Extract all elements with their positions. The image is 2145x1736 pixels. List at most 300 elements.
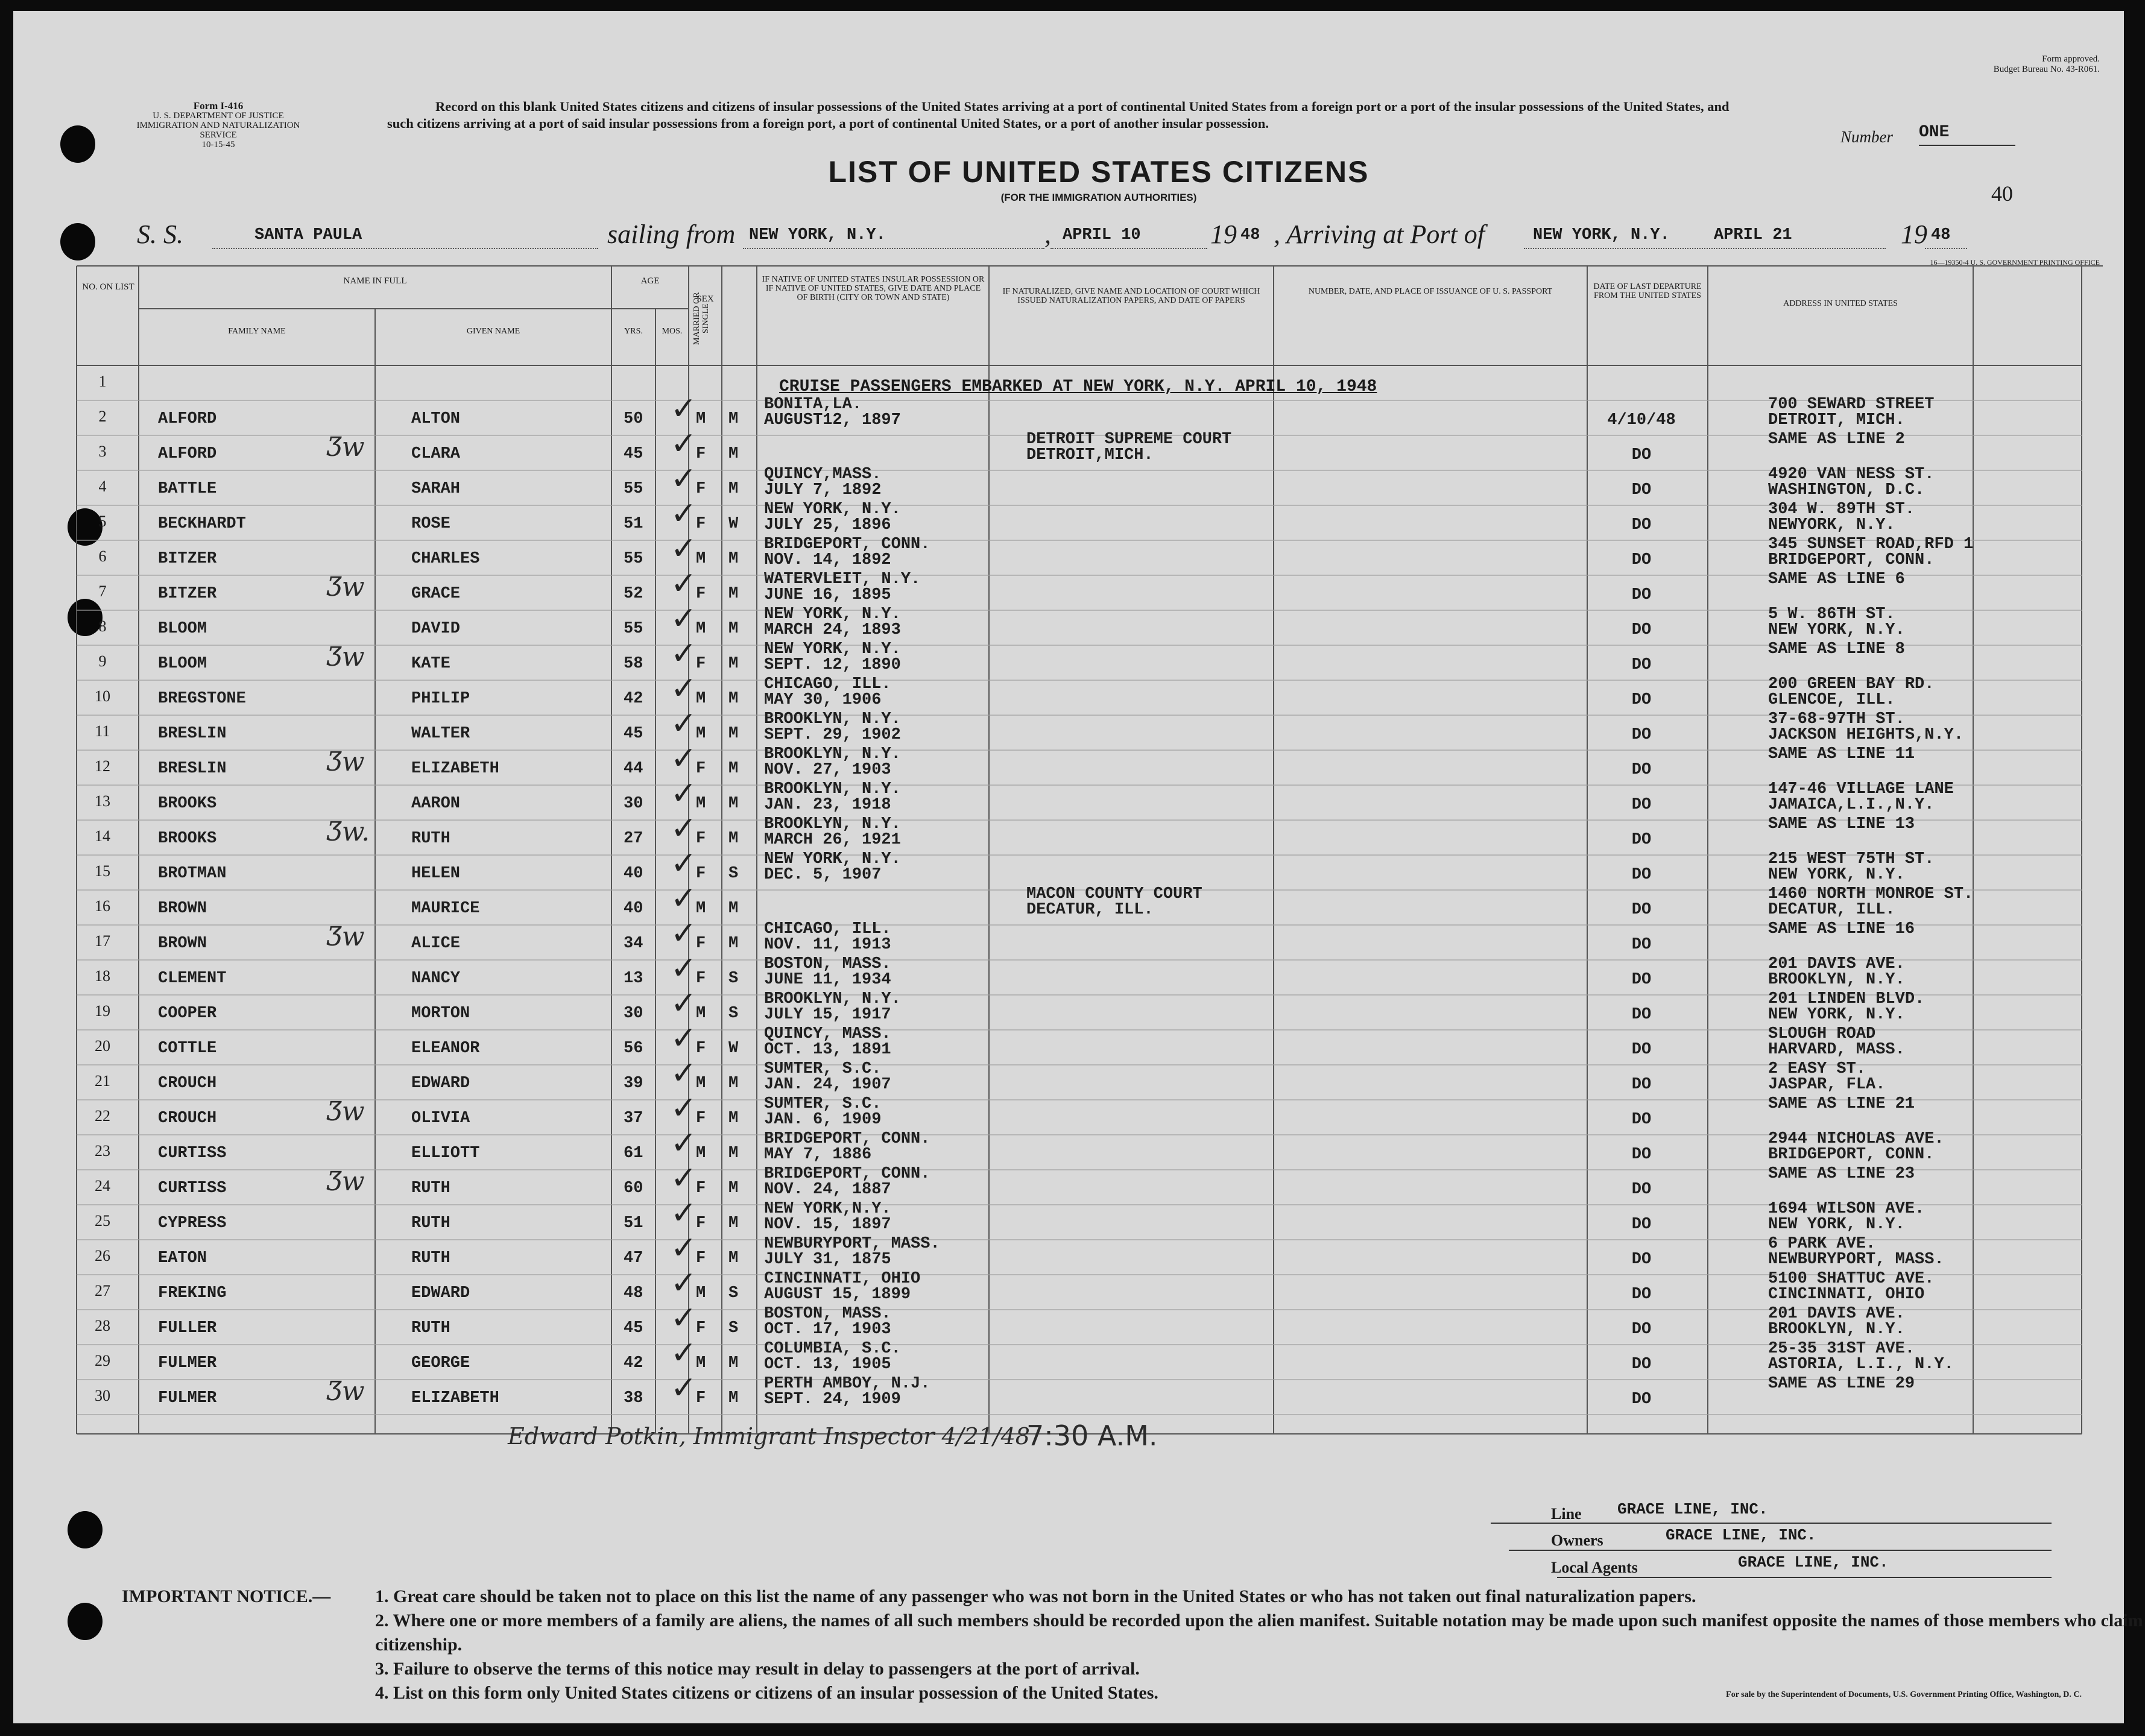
birth-date: SEPT. 24, 1909 [764,1390,901,1409]
sex: F [696,1179,706,1198]
sex: F [696,515,706,533]
birth-place: CHICAGO, ILL. [764,675,891,693]
birth-date: JUNE 11, 1934 [764,971,891,989]
family-name: BROTMAN [158,865,227,883]
last-departure: DO [1631,656,1652,674]
sex: F [696,935,706,953]
age-years: 40 [624,900,643,918]
family-name: BROOKS [158,830,217,848]
family-name: BRESLIN [158,725,227,743]
birth-place: BROOKLYN, N.Y. [764,815,901,833]
family-name: CURTISS [158,1144,227,1163]
address-line-1: 147-46 VILLAGE LANE [1768,780,1954,798]
age-years: 61 [624,1144,643,1163]
birth-place: BOSTON, MASS. [764,955,891,973]
marital-status: W [728,1040,739,1058]
birth-date: DEC. 5, 1907 [764,866,882,884]
address-line-2: BROOKLYN, N.Y. [1768,1321,1905,1339]
given-name: CLARA [411,445,461,463]
age-years: 60 [624,1179,643,1198]
sex: M [696,690,706,708]
address-line-2: JAMAICA,L.I.,N.Y. [1768,796,1935,814]
row-number: 21 [95,1072,110,1090]
age-years: 55 [624,620,643,638]
last-departure: DO [1631,1041,1652,1059]
given-name: RUTH [411,1214,450,1233]
birth-date: OCT. 13, 1905 [764,1356,891,1374]
owners-label: Owners [1551,1532,1603,1549]
last-departure: DO [1631,971,1652,989]
given-name: EDWARD [411,1284,470,1302]
marital-status: S [728,1005,739,1023]
check-mark: ✓ [671,1300,697,1336]
check-mark: ✓ [671,1125,697,1161]
line-value: GRACE LINE, INC. [1617,1500,1768,1518]
annotation-mark: Ʒw [327,432,365,462]
last-departure: DO [1631,1076,1652,1094]
header-passport: NUMBER, DATE, AND PLACE OF ISSUANCE OF U. S. PASSPORT [1308,287,1553,296]
given-name: OLIVIA [411,1109,470,1128]
row-number: 24 [95,1177,110,1195]
marital-status: M [728,480,739,498]
age-years: 38 [624,1389,643,1407]
marital-status: M [728,725,739,743]
family-name: BLOOM [158,655,207,673]
check-mark: ✓ [671,740,697,777]
sex: M [696,1354,706,1372]
address-line-1: SAME AS LINE 23 [1768,1165,1915,1183]
last-departure: 4/10/48 [1607,411,1676,429]
check-mark: ✓ [671,985,697,1021]
address-line-2: HARVARD, MASS. [1768,1041,1905,1059]
last-departure: DO [1631,1286,1652,1304]
annotation-mark: Ʒw [327,1376,365,1407]
birth-place: BROOKLYN, N.Y. [764,745,901,763]
annotation-mark: Ʒw [327,746,365,777]
age-years: 48 [624,1284,643,1302]
sex: F [696,1109,706,1128]
family-name: FULLER [158,1319,217,1337]
check-mark: ✓ [671,1265,697,1301]
address-line-1: 304 W. 89TH ST. [1768,500,1915,519]
birth-date: JULY 7, 1892 [764,481,882,499]
age-years: 55 [624,550,643,568]
family-name: CURTISS [158,1179,227,1198]
row-number: 17 [95,932,110,950]
check-mark: ✓ [671,1230,697,1266]
last-departure: DO [1631,726,1652,744]
number-value: ONE [1919,123,1950,142]
address-line-2: BRIDGEPORT, CONN. [1768,1146,1935,1164]
family-name: COTTLE [158,1040,217,1058]
address-line-1: 4920 VAN NESS ST. [1768,466,1935,484]
sex: F [696,830,706,848]
annotation-mark: Ʒw [327,1096,365,1127]
marital-status: M [728,1214,739,1233]
family-name: BROWN [158,935,207,953]
birth-place: BROOKLYN, N.Y. [764,710,901,728]
address-line-1: 2944 NICHOLAS AVE. [1768,1130,1944,1148]
header-no: NO. ON LIST [82,282,134,292]
row-number: 25 [95,1212,110,1229]
sex: F [696,1389,706,1407]
family-name: BLOOM [158,620,207,638]
row-number: 11 [95,722,110,740]
last-departure: DO [1631,1216,1652,1234]
sex: M [696,410,706,428]
marital-status: M [728,1109,739,1128]
sex: F [696,865,706,883]
naturalization-location: DETROIT,MICH. [1026,446,1154,464]
age-years: 50 [624,410,643,428]
family-name: CYPRESS [158,1214,227,1233]
birth-date: MARCH 24, 1893 [764,621,901,639]
check-mark: ✓ [671,1090,697,1126]
marital-status: S [728,970,739,988]
birth-date: SEPT. 29, 1902 [764,726,901,744]
row-number: 7 [98,582,107,600]
row-number: 13 [95,792,110,810]
marital-status: M [728,1075,739,1093]
number-label: Number [1840,128,1893,146]
birth-date: JAN. 24, 1907 [764,1076,891,1094]
check-mark: ✓ [671,1055,697,1091]
row-number: 9 [98,652,107,670]
depart-year-prefix: 19 [1210,219,1237,249]
family-name: EATON [158,1249,207,1267]
birth-place: QUINCY, MASS. [764,1025,891,1043]
header-last-departure: DATE OF LAST DEPARTURE FROM THE UNITED STATES [1593,282,1702,300]
birth-place: NEW YORK,N.Y. [764,1200,891,1218]
given-name: RUTH [411,1179,450,1198]
family-name: BRESLIN [158,760,227,778]
notice-item: 2. Where one or more members of a family are aliens, the names of all such members should be recorded upon the alien manifest. Suitable notation may be made upon such manifest opposite the names of those members who claim citizenship. [375,1611,2143,1655]
age-years: 55 [624,480,643,498]
page-subtitle: (FOR THE IMMIGRATION AUTHORITIES) [1000,192,1197,203]
check-mark: ✓ [671,566,697,602]
address-line-2: CINCINNATI, OHIO [1768,1286,1925,1304]
family-name: BATTLE [158,480,217,498]
owners-value: GRACE LINE, INC. [1666,1526,1816,1544]
agents-value: GRACE LINE, INC. [1738,1553,1889,1571]
family-name: CLEMENT [158,970,227,988]
last-departure: DO [1631,1111,1652,1129]
given-name: WALTER [411,725,470,743]
sex: M [696,620,706,638]
check-mark: ✓ [671,775,697,812]
ship-name: SANTA PAULA [254,226,362,244]
header-family-name: FAMILY NAME [228,327,286,336]
sex: M [696,1075,706,1093]
given-name: ALTON [411,410,461,428]
check-mark: ✓ [671,671,697,707]
last-departure: DO [1631,1146,1652,1164]
row-number: 4 [98,478,107,495]
birth-date: NOV. 27, 1903 [764,761,891,779]
check-mark: ✓ [671,601,697,637]
age-years: 56 [624,1040,643,1058]
birth-date: JULY 15, 1917 [764,1006,891,1024]
birth-place: BOSTON, MASS. [764,1305,891,1323]
family-name: BECKHARDT [158,515,246,533]
arrive-year-prefix: 19 [1901,219,1927,249]
sex: F [696,445,706,463]
given-name: KATE [411,655,450,673]
ship-line: S. S. SANTA PAULA sailing from NEW YORK, N.Y. , APRIL 10 19 48 , Arriving at Port of NEW YORK, N.Y. APRIL 21 19 48 [13,219,2124,255]
birth-date: MAY 30, 1906 [764,691,882,709]
given-name: RUTH [411,1319,450,1337]
sex: F [696,970,706,988]
sex: F [696,480,706,498]
age-years: 37 [624,1109,643,1128]
last-departure: DO [1631,1390,1652,1409]
marital-status: S [728,865,739,883]
last-departure: DO [1631,621,1652,639]
notice-item: 4. List on this form only United States citizens or citizens of an insular possession of the United States. [375,1683,1158,1703]
sex: F [696,1214,706,1233]
address-line-2: NEW YORK, N.Y. [1768,621,1905,639]
marital-status: M [728,550,739,568]
arriving-label: , Arriving at Port of [1274,219,1485,249]
header-birth: IF NATIVE OF UNITED STATES INSULAR POSSESSION OR IF NATIVE OF UNITED STATES, GIVE DATE AND PLACE OF BIRTH (CITY OR TOWN AND STATE) [762,275,985,302]
birth-date: MAY 7, 1886 [764,1146,872,1164]
last-departure: DO [1631,1356,1652,1374]
manifest-sheet [13,11,2143,1723]
address-line-2: JASPAR, FLA. [1768,1076,1886,1094]
last-departure: DO [1631,586,1652,604]
check-mark: ✓ [671,531,697,567]
given-name: ROSE [411,515,450,533]
signature-time: 7:30 A.M. [1026,1419,1158,1452]
birth-place: CINCINNATI, OHIO [764,1270,921,1288]
last-departure: DO [1631,1181,1652,1199]
birth-date: AUGUST 15, 1899 [764,1286,911,1304]
given-name: MORTON [411,1005,470,1023]
family-name: BROWN [158,900,207,918]
marital-status: W [728,515,739,533]
check-mark: ✓ [671,810,697,847]
approved-text: Form approved. [2042,54,2100,64]
family-name: FULMER [158,1354,217,1372]
last-departure: DO [1631,831,1652,849]
birth-place: SUMTER, S.C. [764,1060,882,1078]
naturalization-court: DETROIT SUPREME COURT [1026,431,1232,449]
check-mark: ✓ [671,1160,697,1196]
row-number: 1 [98,373,107,390]
form-number: Form I-416 [193,100,244,112]
given-name: ELLIOTT [411,1144,480,1163]
row-number: 27 [95,1282,110,1299]
depart-year: 48 [1240,226,1260,244]
address-line-1: SAME AS LINE 13 [1768,815,1915,833]
check-mark: ✓ [671,1195,697,1231]
age-years: 45 [624,445,643,463]
address-line-1: 1460 NORTH MONROE ST. [1768,885,1974,903]
check-mark: ✓ [671,1335,697,1371]
annotation-mark: Ʒw. [327,816,370,847]
last-departure: DO [1631,1321,1652,1339]
sex: F [696,655,706,673]
family-name: CROUCH [158,1109,217,1128]
last-departure: DO [1631,1006,1652,1024]
row-number: 2 [98,408,107,425]
row-number: 6 [98,548,107,565]
from-port: NEW YORK, N.Y. [749,226,886,244]
header-name-in-full: NAME IN FULL [343,276,407,286]
given-name: ELIZABETH [411,760,499,778]
annotation-mark: Ʒw [327,1166,365,1197]
sex: F [696,1249,706,1267]
marital-status: M [728,445,739,463]
sex: M [696,1144,706,1163]
header-mos: MOS. [662,327,683,336]
birth-date: OCT. 17, 1903 [764,1321,891,1339]
birth-date: MARCH 26, 1921 [764,831,901,849]
address-line-1: 2 EASY ST. [1768,1060,1866,1078]
row-number: 22 [95,1107,110,1125]
line-label: Line [1551,1505,1582,1523]
address-line-1: 6 PARK AVE. [1768,1235,1876,1253]
address-line-1: SAME AS LINE 11 [1768,745,1915,763]
marital-status: M [728,1179,739,1198]
marital-status: M [728,655,739,673]
row-number: 12 [95,757,110,775]
age-years: 44 [624,760,643,778]
check-mark: ✓ [671,950,697,986]
check-mark: ✓ [671,391,697,427]
birth-place: BRIDGEPORT, CONN. [764,1165,930,1183]
check-mark: ✓ [671,636,697,672]
sex: F [696,1040,706,1058]
birth-date: SEPT. 12, 1890 [764,656,901,674]
birth-place: QUINCY,MASS. [764,466,882,484]
last-departure: DO [1631,866,1652,884]
birth-date: AUGUST12, 1897 [764,411,901,429]
birth-place: CHICAGO, ILL. [764,920,891,938]
sex: M [696,1284,706,1302]
age-years: 13 [624,970,643,988]
birth-place: WATERVLEIT, N.Y. [764,570,921,589]
sex: F [696,1319,706,1337]
marital-status: M [728,620,739,638]
given-name: EDWARD [411,1075,470,1093]
last-departure: DO [1631,551,1652,569]
given-name: ALICE [411,935,461,953]
row-number: 19 [95,1002,110,1020]
birth-date: NOV. 15, 1897 [764,1216,891,1234]
birth-place: NEW YORK, N.Y. [764,605,901,623]
last-departure: DO [1631,516,1652,534]
address-line-1: 200 GREEN BAY RD. [1768,675,1935,693]
row-number: 23 [95,1142,110,1160]
birth-place: PERTH AMBOY, N.J. [764,1375,930,1393]
marital-status: M [728,1144,739,1163]
marital-status: M [728,410,739,428]
birth-place: COLUMBIA, S.C. [764,1340,901,1358]
family-name: ALFORD [158,445,217,463]
last-departure: DO [1631,446,1652,464]
sailing-label: sailing from [607,219,736,249]
check-mark: ✓ [671,845,697,882]
family-name: FULMER [158,1389,217,1407]
marital-status: M [728,690,739,708]
age-years: 40 [624,865,643,883]
address-line-1: 201 DAVIS AVE. [1768,955,1905,973]
family-name: CROUCH [158,1075,217,1093]
inspector-signature: Edward Potkin, Immigrant Inspector 4/21/48 [508,1423,1030,1450]
row-number: 26 [95,1247,110,1264]
row-number: 16 [95,897,110,915]
age-years: 42 [624,1354,643,1372]
marital-status: M [728,795,739,813]
given-name: PHILIP [411,690,470,708]
address-line-2: DECATUR, ILL. [1768,901,1895,919]
address-line-1: SLOUGH ROAD [1768,1025,1876,1043]
department: U. S. DEPARTMENT OF JUSTICE [153,111,284,121]
row-number: 8 [98,617,107,635]
row-number: 30 [95,1387,110,1404]
address-line-1: 5 W. 86TH ST. [1768,605,1895,623]
address-line-1: 201 LINDEN BLVD. [1768,990,1925,1008]
address-line-1: SAME AS LINE 21 [1768,1095,1915,1113]
address-line-2: ASTORIA, L.I., N.Y. [1768,1356,1954,1374]
given-name: AARON [411,795,461,813]
check-mark: ✓ [671,880,697,917]
address-line-1: 700 SEWARD STREET [1768,396,1935,414]
address-line-1: SAME AS LINE 29 [1768,1375,1915,1393]
page-number: 40 [1991,181,2013,206]
marital-status: M [728,1389,739,1407]
family-name: BITZER [158,550,217,568]
address-line-1: SAME AS LINE 16 [1768,920,1915,938]
age-years: 58 [624,655,643,673]
marital-status: M [728,830,739,848]
last-departure: DO [1631,796,1652,814]
birth-place: SUMTER, S.C. [764,1095,882,1113]
given-name: MAURICE [411,900,480,918]
age-years: 27 [624,830,643,848]
given-name: GEORGE [411,1354,470,1372]
given-name: DAVID [411,620,461,638]
last-departure: DO [1631,1251,1652,1269]
last-departure: DO [1631,761,1652,779]
sex: M [696,725,706,743]
birth-place: NEW YORK, N.Y. [764,500,901,519]
address-line-2: DETROIT, MICH. [1768,411,1905,429]
sex: F [696,585,706,603]
last-departure: DO [1631,691,1652,709]
sex: M [696,1005,706,1023]
address-line-2: GLENCOE, ILL. [1768,691,1895,709]
check-mark: ✓ [671,1020,697,1056]
marital-status: M [728,935,739,953]
sex: M [696,900,706,918]
address-line-1: SAME AS LINE 2 [1768,431,1905,449]
print-code: 16—19350-4 U. S. GOVERNMENT PRINTING OFFICE [1930,258,2100,267]
marital-status: M [728,1354,739,1372]
header-yrs: YRS. [624,327,643,336]
annotation-mark: Ʒw [327,642,365,672]
address-line-1: 5100 SHATTUC AVE. [1768,1270,1935,1288]
annotation-mark: Ʒw [327,921,365,952]
check-mark: ✓ [671,1370,697,1406]
marital-status: M [728,585,739,603]
address-line-1: 1694 WILSON AVE. [1768,1200,1925,1218]
address-line-2: BROOKLYN, N.Y. [1768,971,1905,989]
to-port: NEW YORK, N.Y. [1533,226,1670,244]
given-name: RUTH [411,1249,450,1267]
last-departure: DO [1631,481,1652,499]
